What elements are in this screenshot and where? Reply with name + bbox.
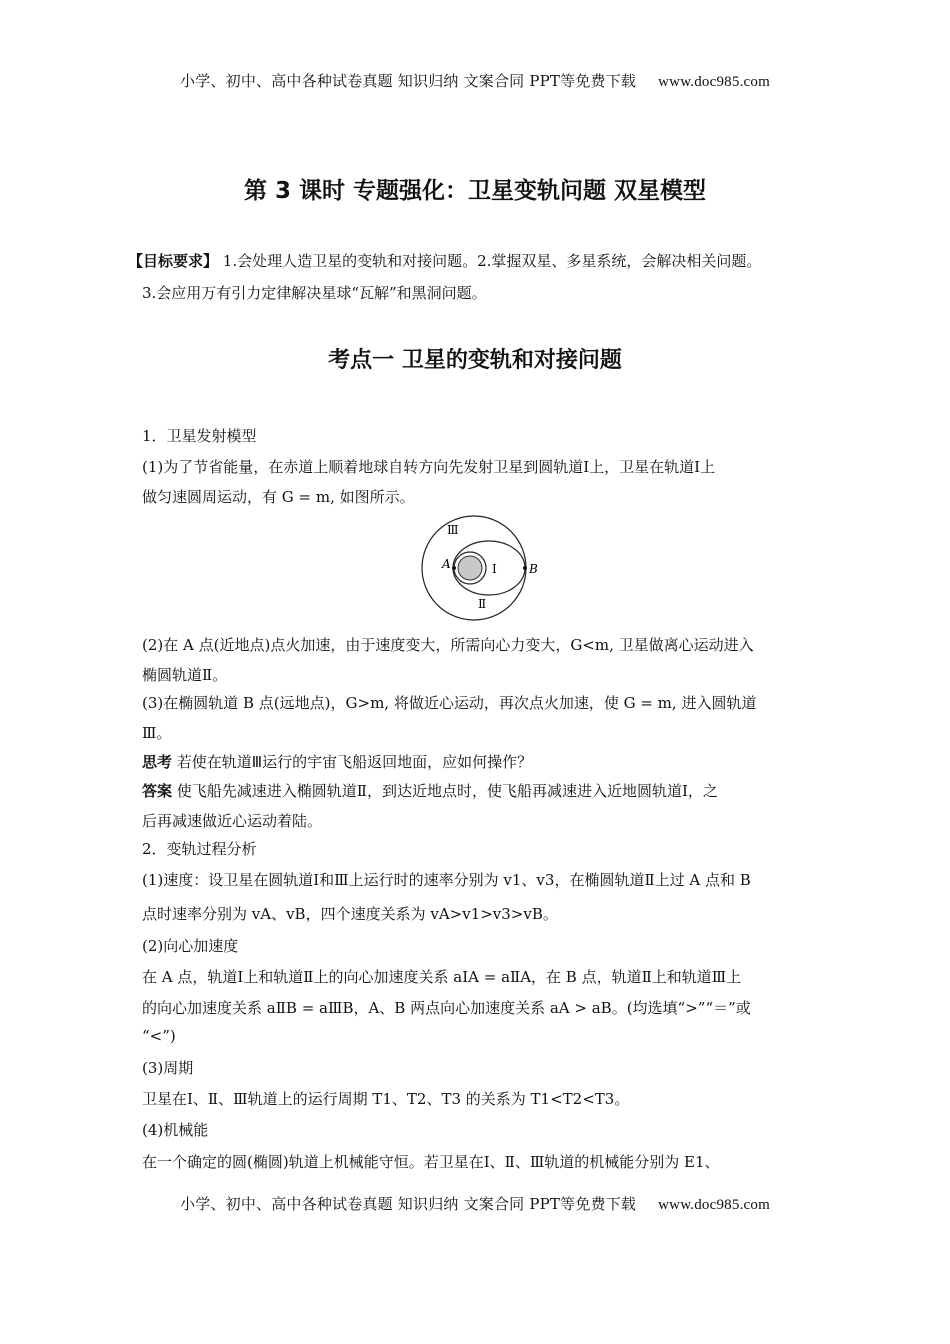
section-title: 考点一 卫星的变轨和对接问题 [328,348,622,373]
item2-speed-line1: (1)速度：设卫星在圆轨道Ⅰ和Ⅲ上运行时的速率分别为 v1、v3，在椭圆轨道Ⅱ上过 A 点和 B [142,871,751,889]
think-label: 思考 [142,753,173,771]
footer-text: 小学、初中、高中各种试卷真题 知识归纳 文案合同 PPT等免费下载 [180,1195,637,1213]
point-b [523,566,527,570]
label-a: A [442,557,451,571]
goal-line-1 [128,250,798,271]
item2-period-line: 卫星在Ⅰ、Ⅱ、Ⅲ轨道上的运行周期 T1、T2、T3 的关系为 T1<T2<T3。 [142,1090,630,1108]
answer-label: 答案 [142,782,173,800]
item1-p1-line1: (1)为了节省能量，在赤道上顺着地球自转方向先发射卫星到圆轨道Ⅰ上，卫星在轨道Ⅰ上 [142,458,716,476]
item1-p2-line2: 椭圆轨道Ⅱ。 [142,666,228,684]
goal-text-2: 3.会应用万有引力定律解决星球“瓦解”和黑洞问题。 [142,284,487,302]
goal-label: 【目标要求】 [128,252,219,270]
item2-accel-line3: “<”) [142,1027,176,1045]
orbit-figure [412,514,562,624]
page-header [0,70,950,91]
item2-energy-line: 在一个确定的圆(椭圆)轨道上机械能守恒。若卫星在Ⅰ、Ⅱ、Ⅲ轨道的机械能分别为 E1、 [142,1153,720,1171]
page-footer [0,1193,950,1214]
answer-text-2: 后再减速做近心运动着陆。 [142,812,323,830]
page-title: 第 3 课时 专题强化：卫星变轨问题 双星模型 [243,178,707,204]
label-orbit-II: Ⅱ [478,597,487,611]
point-a [452,566,456,570]
item2-accel-line2: 的向心加速度关系 aⅡB = aⅢB，A、B 两点向心加速度关系 aA > aB。(均选填“>”“＝”或 [142,999,751,1017]
item1-p3-line1: (3)在椭圆轨道 B 点(远地点)，G>m, 将做近心运动，再次点火加速，使 G = m, 进入圆轨道 [142,694,757,712]
item1-heading: 1．卫星发射模型 [142,427,257,445]
item1-p1-line2: 做匀速圆周运动，有 G = m, 如图所示。 [142,488,415,506]
item1-p2-line1: (2)在 A 点(近地点)点火加速，由于速度变大，所需向心力变大，G<m, 卫星做离心运动进入 [142,636,754,654]
label-b: B [529,562,538,576]
item1-p3-line2: Ⅲ。 [142,724,172,742]
label-orbit-I: Ⅰ [492,562,497,576]
item2-heading: 2．变轨过程分析 [142,840,257,858]
think-text: 若使在轨道Ⅲ运行的宇宙飞船返回地面，应如何操作？ [172,753,533,771]
header-site: www.doc985.com [658,74,770,90]
goal-text-1: 1.会处理人造卫星的变轨和对接问题。2.掌握双星、多星系统，会解决相关问题。 [218,252,762,270]
footer-site: www.doc985.com [658,1197,770,1213]
think [142,751,812,772]
item2-accel-line1: 在 A 点，轨道Ⅰ上和轨道Ⅱ上的向心加速度关系 aⅠA = aⅡA，在 B 点，轨道Ⅱ上和轨道Ⅲ上 [142,968,742,986]
item2-period-heading: (3)周期 [142,1059,194,1077]
item2-speed-line2: 点时速率分别为 vA、vB，四个速度关系为 vA>v1>v3>vB。 [142,905,558,923]
answer-text-1: 使飞船先减速进入椭圆轨道Ⅱ，到达近地点时，使飞船再减速进入近地圆轨道Ⅰ，之 [172,782,718,800]
item2-accel-heading: (2)向心加速度 [142,937,239,955]
label-orbit-III: Ⅲ [447,523,459,537]
earth [458,556,482,580]
header-text: 小学、初中、高中各种试卷真题 知识归纳 文案合同 PPT等免费下载 [180,72,637,90]
item2-energy-heading: (4)机械能 [142,1121,209,1139]
answer-line-1 [142,780,812,801]
